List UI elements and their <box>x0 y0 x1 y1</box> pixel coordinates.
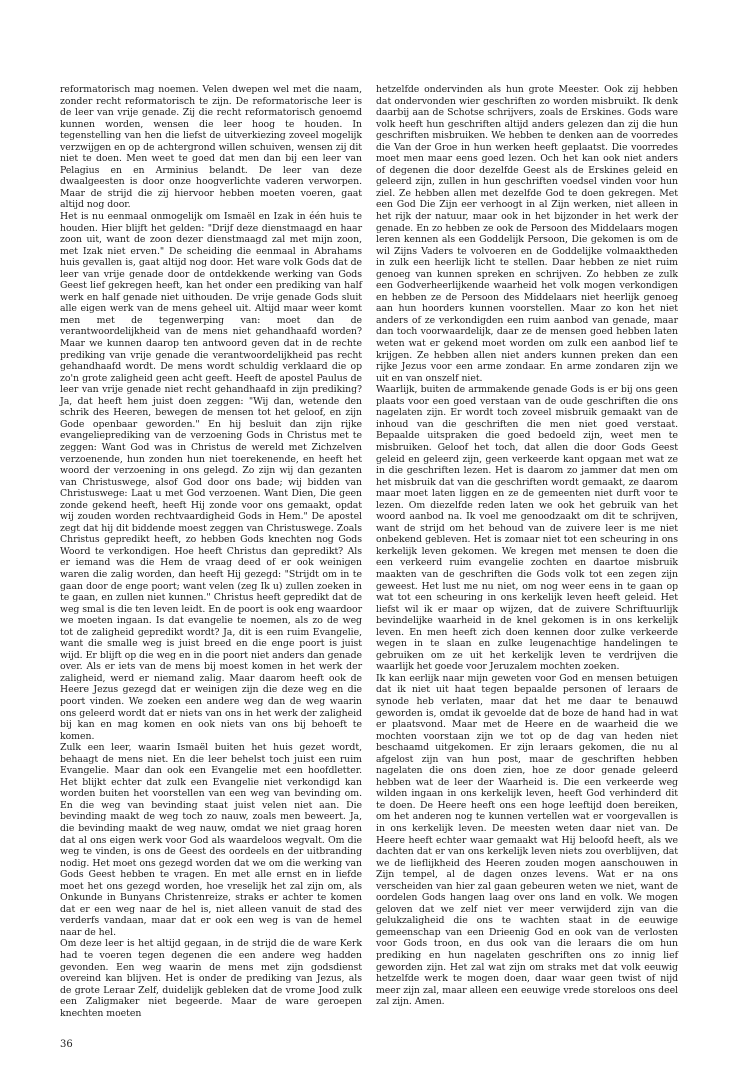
right-column <box>376 84 678 1008</box>
paragraph: hetzelfde ondervinden als hun grote Meester. Ook zij hebben dat ondervonden wier geschriften zo worden misbruikt. Ik denk daarbij aan de Schotse schrijvers, zoals de Erskines. Gods ware volk heeft hun geschriften altijd anders gelezen dan zij die hun geschriften misbruiken. We hebben te denken aan de voorredes die Van der Groe in hun werken heeft geplaatst. Die voorredes moet men maar eens goed lezen. Och het kan ook niet anders of degenen die door dezelfde Geest als de Erskines geleid en geleerd zijn, zullen in hun geschriften voedsel vinden voor hun ziel. Ze hebben allen met dezelfde God te doen gekregen. Met een God Die Zijn eer verhoogt in al Zijn werken, niet alleen in het rijk der natuur, maar ook in het bijzonder in het werk der genade. En zo hebben ze ook de Persoon des Middelaars mogen leren kennen als een Goddelijk Persoon, Die gekomen is om de wil Zijns Vaders te volvoeren en de Goddelijke volmaaktheden in zulk een heerlijk licht te stellen. Daar hebben ze niet ruim genoeg van kunnen spreken en schrijven. Zo hebben ze zulk een Godverheerlijkende waarheid het volk mogen verkondigen en hebben ze de Persoon des Middelaars niet heerlijk genoeg aan hun hoorders kunnen voorstellen. Maar zo kon het niet anders of ze verkondigden een ruim aanbod van genade, maar dan toch voorwaardelijk, daar ze de mensen goed hebben laten weten wat er gekend moet worden om zulk een aanbod lief te krijgen. Ze hebben allen niet anders kunnen preken dan een rijke Jezus voor een arme zondaar. En arme zondaren zijn we uit en van onszelf niet. <box>376 84 678 384</box>
paragraph: Zulk een leer, waarin Ismaël buiten het huis gezet wordt, behaagt de mens niet. En die leer behelst toch juist een ruim Evangelie. Maar dan ook een Evangelie met een hoofdletter. Het blijkt echter dat zulk een Evangelie niet verkondigd kan worden buiten het voorstellen van een weg van bevinding om. En die weg van bevinding staat juist velen niet aan. Die bevinding maakt de weg toch zo nauw, zoals men beweert. Ja, die bevinding maakt de weg nauw, omdat we niet graag horen dat al ons eigen werk voor God als waardeloos wegvalt. Om die weg te vinden, is ons de Geest des oordeels en der uitbranding nodig. Het moet ons gezegd worden dat we om die werking van Gods Geest hebben te vragen. En met alle ernst en in liefde moet het ons gezegd worden, hoe vreselijk het zal zijn om, als Onkunde in Bunyans Christenreize, straks er achter te komen dat er een weg naar de hel is, niet alleen vanuit de stad des verderfs vandaan, maar dat er ook een weg is van de hemel naar de hel. <box>60 742 362 938</box>
page-number: 36 <box>60 1039 73 1050</box>
paragraph: reformatorisch mag noemen. Velen dwepen wel met die naam, zonder recht reformatorisch te zijn. De reformatorische leer is de leer van vrije genade. Zij die recht reformatorisch genoemd kunnen worden, wensen die leer hoog te houden. In tegenstelling van hen die liefst de uitverkiezing zoveel mogelijk verzwijgen en op de achtergrond willen schuiven, wensen zij dit niet te doen. Men weet te goed dat men dan bij een leer van Pelagius en en Arminius belandt. De leer van deze dwaalgeesten is door onze hoogverlichte vaderen verworpen. Maar de strijd die zij hiervoor hebben moeten voeren, gaat altijd nog door. <box>60 84 362 211</box>
paragraph: Het is nu eenmaal onmogelijk om Ismaël en Izak in één huis te houden. Hier blijft het gelden: "Drijf deze dienstmaagd en haar zoon uit, want de zoon dezer dienstmaagd zal met mijn zoon, met Izak niet erven." De scheiding die eenmaal in Abrahams huis gevallen is, gaat altijd nog door. Het ware volk Gods dat de leer van vrije genade door de ontdekkende werking van Gods Geest lief gekregen heeft, kan het onder een prediking van half werk en half genade niet uithouden. De vrije genade Gods sluit alle eigen werk van de mens geheel uit. Altijd maar weer komt men met de tegenwerping van: moet dan de verantwoordelijkheid van de mens niet gehandhaafd worden? Maar we kunnen daarop ten antwoord geven dat in de rechte prediking van vrije genade die verantwoordelijkheid pas recht gehandhaafd wordt. De mens wordt schuldig verklaard die op zo'n grote zaligheid geen acht geeft. Heeft de apostel Paulus de leer van vrije genade niet recht gehandhaafd in zijn prediking? Ja, dat heeft hem juist doen zeggen: "Wij dan, wetende den schrik des Heeren, bewegen de mensen tot het geloof, en zijn Gode openbaar geworden." En hij besluit dan zijn rijke evangelieprediking van de verzoening Gods in Christus met te zeggen: Want God was in Christus de wereld met Zichzelven verzoenende, hun zonden hun niet toerekenende, en heeft het woord der verzoening in ons gelegd. Zo zijn wij dan gezanten van Christuswege, alsof God door ons bade; wij bidden van Christuswege: Laat u met God verzoenen. Want Dien, Die geen zonde gekend heeft, heeft Hij zonde voor ons gemaakt, opdat wij zouden worden rechtvaardigheid Gods in Hem." De apostel zegt dat hij dit biddende moest zeggen van Christuswege. Zoals Christus gepredikt heeft, zo hebben Gods knechten nog Gods Woord te verkondigen. Hoe heeft Christus dan gepredikt? Als er iemand was die Hem de vraag deed of er ook weinigen waren die zalig worden, dan heeft Hij gezegd: "Strijdt om in te gaan door de enge poort; want velen (zeg Ik u) zullen zoeken in te gaan, en zullen niet kunnen." Christus heeft gepredikt dat de weg smal is die ten leven leidt. En de poort is ook eng waardoor we moeten ingaan. Is dat evangelie te noemen, als zo de weg tot de zaligheid gepredikt wordt? Ja, dit is een ruim Evangelie, want die smalle weg is juist breed en die enge poort is juist wijd. Er blijft op die weg en in die poort niet anders dan genade over. Als er iets van de mens bij moest komen in het werk der zaligheid, werd er niemand zalig. Maar daarom heeft ook de Heere Jezus gezegd dat er weinigen zijn die deze weg en die poort vinden. We zoeken een andere weg dan de weg waarin ons geleerd wordt dat er niets van ons in het werk der zaligheid bij kan en mag komen en ook niets van ons bij behoeft te komen. <box>60 211 362 742</box>
left-column <box>60 84 362 1019</box>
paragraph: Waarlijk, buiten de armmakende genade Gods is er bij ons geen plaats voor een goed verstaan van de oude geschriften die ons nagelaten zijn. Er wordt toch zoveel misbruik gemaakt van de inhoud van die geschriften die men niet goed verstaat. Bepaalde uitspraken die goed bedoeld zijn, weet men te misbruiken. Geloof het toch, dat allen die door Gods Geest geleid en geleerd zijn, geen verkeerde kant opgaan met wat ze in die geschriften lezen. Het is daarom zo jammer dat men om het misbruik dat van die geschriften wordt gemaakt, ze daarom maar moet laten liggen en ze de gemeenten niet durft voor te lezen. Om diezelfde reden laten we ook het gebruik van het woord aanbod na. Ik voel me genoodzaakt om dit te schrijven, want de strijd om het behoud van de zuivere leer is me niet onbekend gebleven. Het is zomaar niet tot een scheuring in ons kerkelijk leven gekomen. We kregen met mensen te doen die een verkeerd ruim evangelie zochten en daartoe misbruik maakten van de geschriften die Gods volk tot een zegen zijn geweest. Het lust me nu niet, om nog weer eens in te gaan op wat tot een scheuring in ons kerkelijk leven heeft geleid. Het liefst wil ik er maar op wijzen, dat de zuivere Schriftuurlijk bevindelijke waarheid in de knel gekomen is in ons kerkelijk leven. En men heeft zich doen kennen door zulke verkeerde wegen in te slaan en zulke leugenachtige handelingen te gebruiken om ze uit het kerkelijk leven te verdrijven die waarlijk het goede voor Jeruzalem mochten zoeken. <box>376 384 678 673</box>
paragraph: Om deze leer is het altijd gegaan, in de strijd die de ware Kerk had te voeren tegen degenen die een andere weg hadden gevonden. Een weg waarin de mens met zijn godsdienst overeind kan blijven. Het is onder de prediking van Jezus, als de grote Leraar Zelf, duidelijk gebleken dat de vrome Jood zulk een Zaligmaker niet begeerde. Maar de ware geroepen knechten moeten <box>60 938 362 1019</box>
paragraph: Ik kan eerlijk naar mijn geweten voor God en mensen betuigen dat ik niet uit haat tegen bepaalde personen of leraars de synode heb verlaten, maar dat het me daar te benauwd geworden is, omdat ik gevoelde dat de boze de hand had in wat er plaatsvond. Maar met de Heere en de waarheid die we mochten voorstaan zijn we tot op de dag van heden niet beschaamd uitgekomen. Er zijn leraars gekomen, die nu al afgelost zijn van hun post, maar de geschriften hebben nagelaten die ons doen zien, hoe ze door genade geleerd hebben wat de leer der Waarheid is. Die een verkeerde weg wilden ingaan in ons kerkelijk leven, heeft God verhinderd dit te doen. De Heere heeft ons een hoge leeftijd doen bereiken, om het anderen nog te kunnen vertellen wat er voorgevallen is in ons kerkelijk leven. De meesten weten daar niet van. De Heere heeft echter waar gemaakt wat Hij beloofd heeft, als we dachten dat er van ons kerkelijk leven niets zou overblijven, dat we de lieflijkheid des Heeren zouden mogen aanschouwen in Zijn tempel, al de dagen onzes levens. Wat er na ons verscheiden van hier zal gaan gebeuren weten we niet, want de oordelen Gods hangen laag over ons land en volk. We mogen geloven dat we zelf niet ver meer verwijderd zijn van die gelukzaligheid die ons te wachten staat in de eeuwige gemeenschap van een Drieenig God en ook van de verlosten voor Gods troon, en dus ook van die leraars die om hun prediking en hun nagelaten geschriften ons zo innig lief geworden zijn. Het zal wat zijn om straks met dat volk eeuwig hetzelfde werk te mogen doen, daar waar geen twist of nijd meer zijn zal, maar alleen een eeuwige vrede storeloos ons deel zal zijn. Amen. <box>376 672 678 1008</box>
